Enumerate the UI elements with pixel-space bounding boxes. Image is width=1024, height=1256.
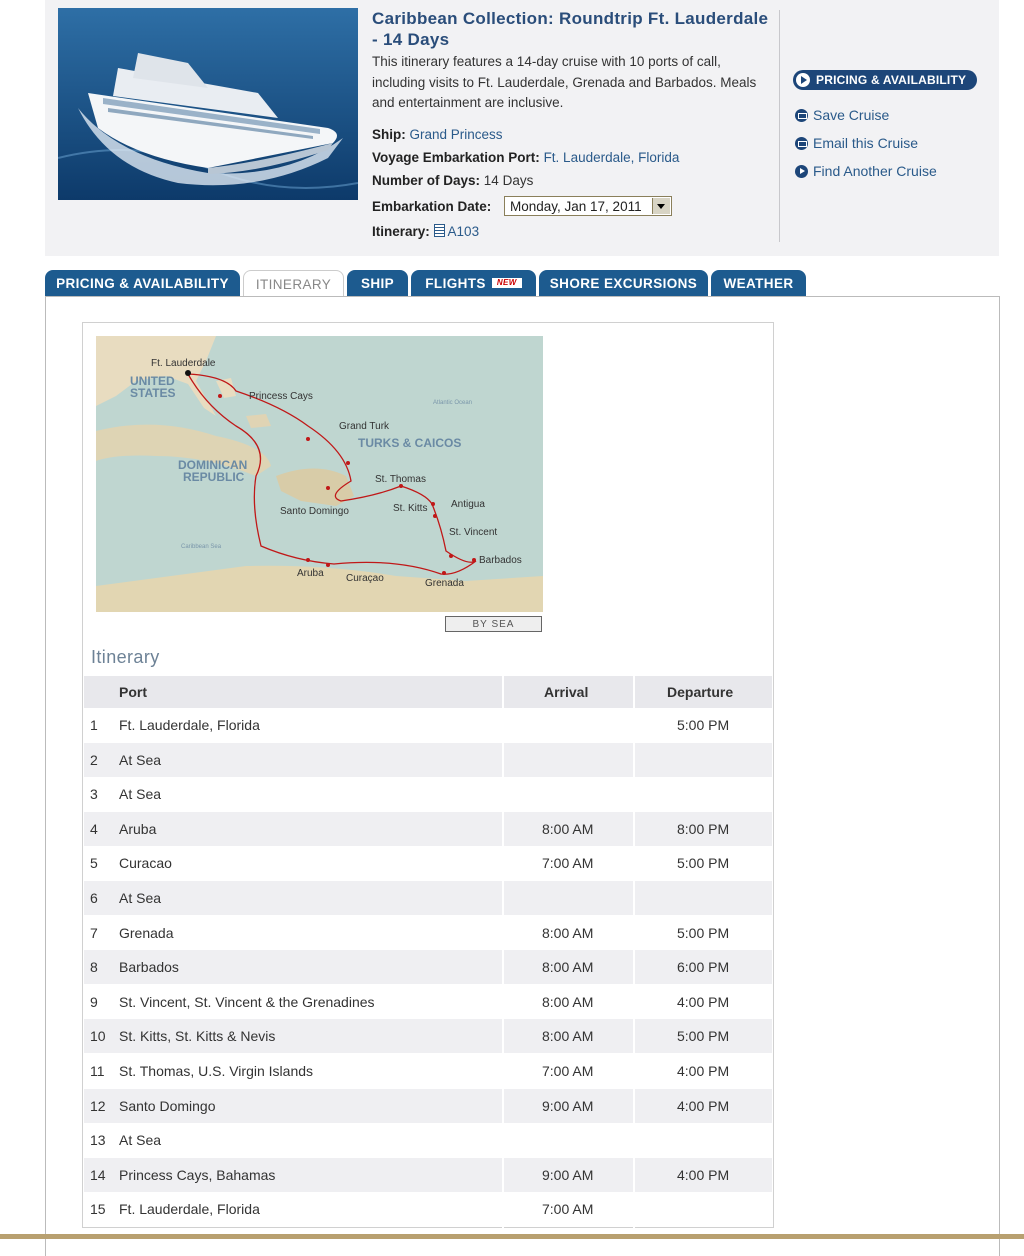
departure-time: 8:00 PM: [677, 820, 730, 837]
email-cruise-label: Email this Cruise: [813, 135, 919, 151]
day-number: 15: [90, 1201, 106, 1218]
port-name: At Sea: [119, 786, 162, 803]
document-icon: [434, 224, 445, 237]
map-label-dominican: DOMINICAN: [178, 458, 248, 472]
departure-time: 4:00 PM: [677, 1166, 730, 1183]
port-name: Santo Domingo: [119, 1097, 216, 1114]
map-label-states: STATES: [130, 386, 176, 400]
email-cruise-link[interactable]: [795, 135, 918, 151]
day-number: 13: [90, 1132, 106, 1149]
arrival-time: 8:00 AM: [542, 1028, 594, 1045]
map-label-st-vincent: St. Vincent: [449, 527, 498, 538]
ship-label: Ship:: [372, 127, 406, 142]
port-info: [372, 150, 679, 165]
map-label-antigua: Antigua: [451, 499, 485, 510]
tab-weather[interactable]: [711, 270, 806, 296]
route-map[interactable]: [96, 336, 543, 612]
map-label-santo-domingo: Santo Domingo: [280, 506, 349, 517]
pricing-availability-button[interactable]: [793, 70, 977, 90]
port-name: At Sea: [119, 1132, 162, 1149]
itinerary-label: Itinerary:: [372, 224, 430, 239]
table-row: [84, 1158, 772, 1192]
map-label-curacao: Curaçao: [346, 573, 384, 584]
arrival-time: 8:00 AM: [542, 924, 594, 941]
map-label-republic: REPUBLIC: [183, 470, 245, 484]
embarkation-date-select[interactable]: [504, 196, 672, 216]
day-number: 5: [90, 855, 98, 872]
day-number: 1: [90, 717, 98, 733]
tab-ship[interactable]: [347, 270, 408, 296]
day-number: 8: [90, 959, 98, 976]
day-number: 6: [90, 890, 98, 906]
day-number: 2: [90, 751, 98, 768]
arrival-time: 9:00 AM: [542, 1097, 594, 1114]
ship-link[interactable]: Grand Princess: [409, 127, 503, 142]
save-cruise-label: Save Cruise: [813, 107, 890, 123]
port-name: St. Vincent, St. Vincent & the Grenadines: [119, 993, 375, 1010]
new-badge: NEW: [492, 278, 522, 288]
tab-flights-label: FLIGHTS: [425, 275, 486, 291]
email-icon: [795, 137, 808, 150]
day-number: 9: [90, 993, 98, 1010]
itinerary-info: [372, 224, 479, 239]
port-name: Ft. Lauderdale, Florida: [119, 1201, 260, 1218]
ship-photo: [58, 8, 358, 200]
date-label: Embarkation Date:: [372, 199, 492, 214]
column-separator: [502, 676, 504, 1228]
col-departure: Departure: [667, 684, 734, 700]
port-name: Ft. Lauderdale, Florida: [119, 717, 260, 733]
port-name: At Sea: [119, 890, 162, 906]
table-row: [84, 985, 772, 1019]
map-label-ft-lauderdale: Ft. Lauderdale: [151, 358, 216, 369]
port-name: Aruba: [119, 820, 157, 837]
map-label-st-thomas: St. Thomas: [375, 474, 426, 485]
by-sea-button[interactable]: BY SEA: [445, 616, 542, 632]
table-row: [84, 743, 772, 777]
port-name: St. Thomas, U.S. Virgin Islands: [119, 1063, 314, 1079]
table-row: [84, 708, 772, 742]
cruise-title: Caribbean Collection: Roundtrip Ft. Lauderdale - 14 Days: [372, 9, 769, 49]
arrival-time: 9:00 AM: [542, 1166, 594, 1183]
dropdown-arrow-icon[interactable]: [652, 198, 670, 214]
arrival-time: 7:00 AM: [542, 1063, 594, 1079]
find-cruise-link[interactable]: [795, 163, 937, 179]
day-number: 7: [90, 924, 98, 941]
date-selected-value: Monday, Jan 17, 2011: [510, 199, 642, 214]
table-row: [84, 1192, 772, 1226]
col-port: Port: [119, 684, 147, 700]
port-name: St. Kitts, St. Kitts & Nevis: [119, 1028, 276, 1045]
day-number: 12: [90, 1097, 106, 1114]
save-cruise-link[interactable]: [795, 107, 889, 123]
days-value: 14 Days: [483, 173, 534, 188]
play-icon: [796, 73, 810, 87]
departure-time: 6:00 PM: [677, 959, 730, 976]
col-arrival: Arrival: [544, 684, 589, 700]
days-info: [372, 173, 533, 188]
arrival-time: 7:00 AM: [542, 1201, 594, 1218]
port-link[interactable]: Ft. Lauderdale, Florida: [543, 150, 680, 165]
cruise-description: This itinerary features a 14-day cruise with 10 ports of call, including visits to Ft. Lauderdale, Grenada and Barbados. Meals and entertainment are inclusive.: [372, 54, 757, 110]
arrival-time: 7:00 AM: [542, 855, 594, 872]
pricing-button-label: PRICING & AVAILABILITY: [816, 73, 967, 87]
vertical-divider: [779, 10, 780, 242]
day-number: 10: [90, 1028, 106, 1045]
departure-time: 4:00 PM: [677, 993, 730, 1010]
tab-shore-excursions[interactable]: [539, 270, 708, 296]
table-row: [84, 881, 772, 915]
departure-time: 5:00 PM: [677, 1028, 730, 1045]
day-number: 11: [90, 1063, 105, 1079]
bottom-border: [0, 1234, 1024, 1239]
map-label-turks-caicos: TURKS & CAICOS: [358, 436, 462, 450]
column-separator: [633, 676, 635, 1228]
table-row: [84, 916, 772, 950]
map-label-st-kitts: St. Kitts: [393, 503, 428, 514]
departure-time: 5:00 PM: [677, 924, 730, 941]
table-row: [84, 1054, 772, 1088]
map-label-united: UNITED: [130, 374, 175, 388]
port-name: Grenada: [119, 924, 174, 941]
arrival-time: 8:00 AM: [542, 820, 594, 837]
arrival-time: 8:00 AM: [542, 993, 594, 1010]
table-row: [84, 1019, 772, 1053]
day-number: 4: [90, 820, 98, 837]
tab-pricing[interactable]: [45, 270, 240, 296]
map-label-princess-cays: Princess Cays: [249, 391, 313, 402]
find-cruise-label: Find Another Cruise: [813, 163, 937, 179]
itinerary-link[interactable]: [434, 224, 480, 239]
tab-itinerary-label: ITINERARY: [255, 276, 332, 292]
tab-pricing-label: PRICING & AVAILABILITY: [56, 275, 229, 291]
departure-time: 4:00 PM: [677, 1097, 730, 1114]
table-row: [84, 1089, 772, 1123]
arrow-icon: [795, 165, 808, 178]
tab-flights[interactable]: [411, 270, 536, 296]
day-number: 3: [90, 786, 98, 803]
map-label-aruba: Aruba: [297, 568, 324, 579]
departure-time: 5:00 PM: [677, 855, 730, 872]
days-label: Number of Days:: [372, 173, 481, 188]
tab-ship-label: SHIP: [360, 275, 395, 291]
table-row: [84, 846, 772, 880]
map-label-caribbean: Caribbean Sea: [181, 544, 222, 550]
map-label-barbados: Barbados: [479, 555, 522, 566]
map-label-grenada: Grenada: [425, 578, 464, 589]
map-label-atlantic: Atlantic Ocean: [433, 400, 473, 406]
port-label: Voyage Embarkation Port:: [372, 150, 540, 165]
itinerary-heading: Itinerary: [91, 647, 160, 667]
ship-info: [372, 127, 503, 142]
day-number: 14: [90, 1166, 106, 1183]
tab-shore-label: SHORE EXCURSIONS: [549, 275, 698, 291]
date-info: [372, 199, 491, 214]
map-label-grand-turk: Grand Turk: [339, 421, 390, 432]
itinerary-code: A103: [447, 224, 480, 239]
tab-itinerary[interactable]: [243, 270, 344, 297]
departure-time: 5:00 PM: [677, 717, 730, 733]
arrival-time: 8:00 AM: [542, 959, 594, 976]
port-name: At Sea: [119, 751, 162, 768]
table-row: [84, 950, 772, 984]
save-icon: [795, 109, 808, 122]
tab-weather-label: WEATHER: [723, 275, 794, 291]
table-row: [84, 812, 772, 846]
table-row: [84, 777, 772, 811]
departure-time: 4:00 PM: [677, 1063, 730, 1079]
port-name: Princess Cays, Bahamas: [119, 1166, 276, 1183]
table-row: [84, 1123, 772, 1157]
port-name: Curacao: [119, 855, 172, 872]
port-name: Barbados: [119, 959, 179, 976]
